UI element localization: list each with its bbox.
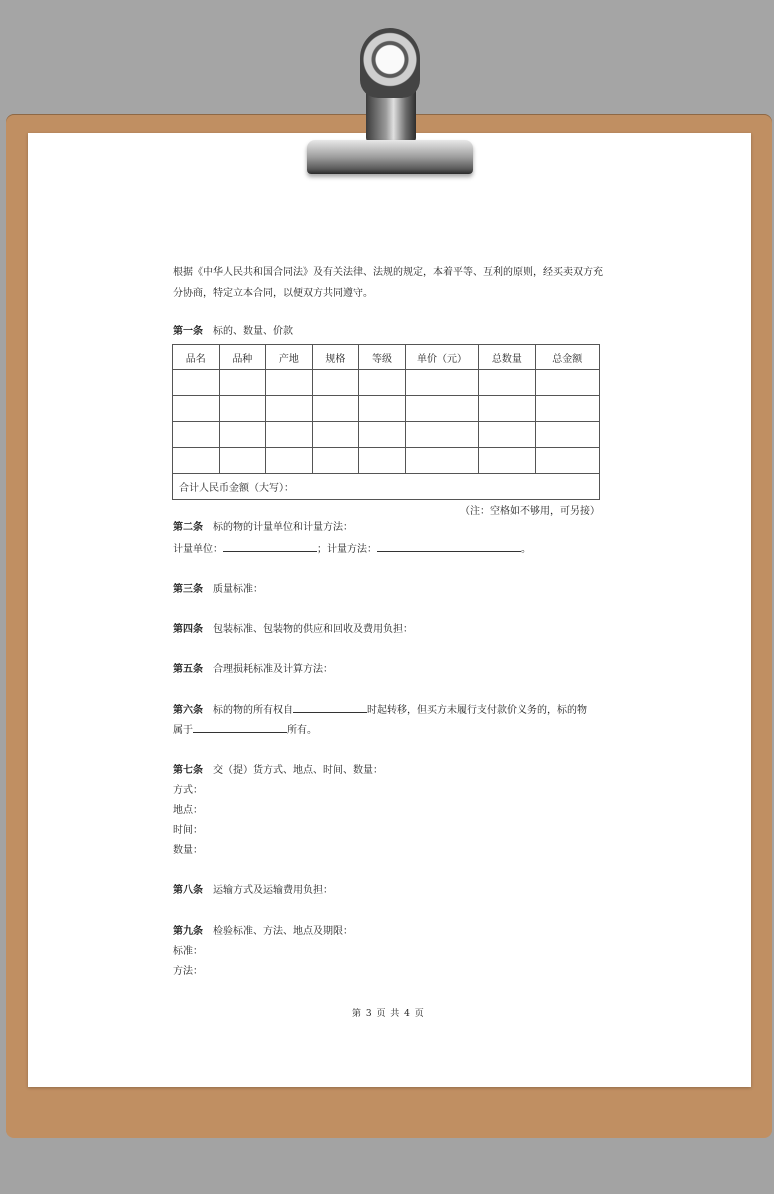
table-header: 品种 [219,345,266,370]
article-number: 第八条 [173,885,203,896]
ownership-text-3: 属于 [173,725,193,736]
article-title: 包装标准、包装物的供应和回收及费用负担： [213,624,413,635]
table-row [173,448,600,474]
article-number: 第二条 [173,522,203,533]
unit-blank[interactable] [223,539,317,552]
table-header: 单价（元） [405,345,478,370]
table-header: 总数量 [479,345,535,370]
article-number: 第三条 [173,584,203,595]
article-number: 第四条 [173,624,203,635]
table-row [173,396,600,422]
ownership-text-2: 时起转移，但买方未履行支付款价义务的，标的物 [367,705,587,716]
inspection-method: 方法： [173,966,203,977]
article-7 [173,761,383,781]
table-note: （注：空格如不够用，可另接） [460,506,600,517]
article-2 [173,518,353,538]
inspection-standard: 标准： [173,946,203,957]
ownership-text-1: 标的物的所有权自 [213,705,293,716]
end-mark: 。 [521,544,531,555]
delivery-quantity: 数量： [173,845,203,856]
total-amount-label: 合计人民币金额（大写）： [173,474,600,500]
article-6-cont [173,720,317,741]
method-label: ；计量方法： [317,544,377,555]
article-3 [173,580,263,600]
table-header: 产地 [266,345,313,370]
method-blank[interactable] [377,539,521,552]
article-title: 合理损耗标准及计算方法： [213,664,333,675]
article-number: 第六条 [173,705,203,716]
article-title: 交（提）货方式、地点、时间、数量： [213,765,383,776]
goods-table [172,344,600,500]
article-title: 质量标准： [213,584,263,595]
table-header: 品名 [173,345,220,370]
article-number: 第五条 [173,664,203,675]
article-number: 第九条 [173,926,203,937]
table-header: 总金额 [535,345,599,370]
owner-blank[interactable] [193,720,287,733]
delivery-time: 时间： [173,825,203,836]
article-title: 标的、数量、价款 [213,326,293,337]
table-header: 等级 [359,345,406,370]
article-9 [173,922,353,942]
article-title: 标的物的计量单位和计量方法： [213,522,353,533]
ownership-text-4: 所有。 [287,725,317,736]
delivery-method: 方式： [173,785,203,796]
article-1 [173,322,293,342]
table-row [173,370,600,396]
article-number: 第一条 [173,326,203,337]
article-5 [173,660,333,680]
article-title: 运输方式及运输费用负担： [213,885,333,896]
article-number: 第七条 [173,765,203,776]
table-total-row [173,474,600,500]
table-header-row [173,345,600,370]
table-header: 规格 [312,345,359,370]
article-title: 检验标准、方法、地点及期限： [213,926,353,937]
article-8 [173,881,333,901]
page-number: 第 3 页 共 4 页 [352,1009,425,1019]
clip-base [307,140,473,174]
ownership-date-blank[interactable] [293,700,367,713]
article-2-fields [173,539,531,560]
clip-ring [360,28,420,98]
intro-paragraph: 根据《中华人民共和国合同法》及有关法律、法规的规定，本着平等、互利的原则，经买卖双方充分协商，特定立本合同，以便双方共同遵守。 [173,267,603,299]
delivery-place: 地点： [173,805,203,816]
unit-label: 计量单位： [173,544,223,555]
article-6 [173,700,587,721]
article-4 [173,620,413,640]
table-row [173,422,600,448]
